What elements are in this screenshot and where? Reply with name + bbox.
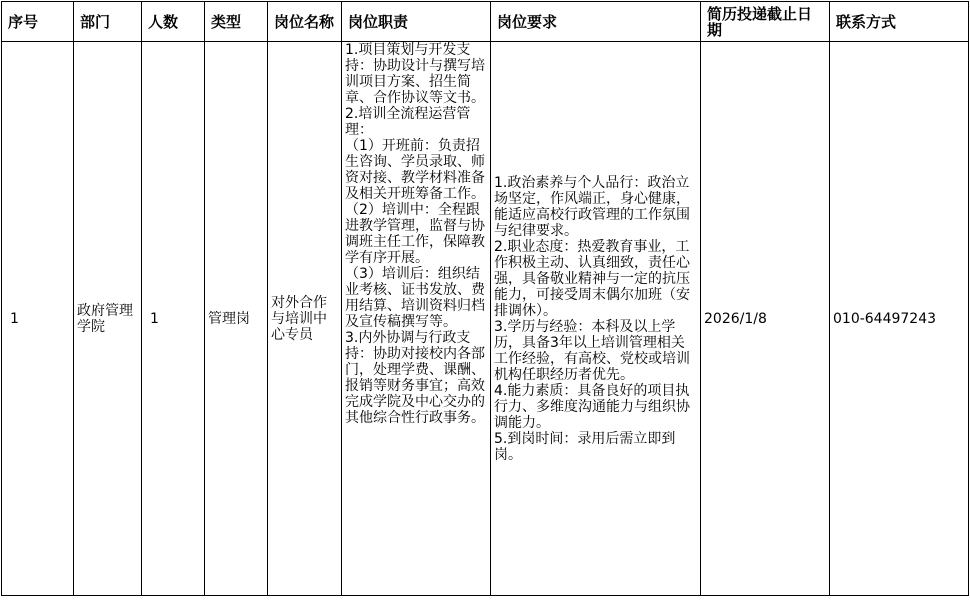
header-type: 类型 xyxy=(205,2,268,42)
requirement-item: 3.学历与经验：本科及以上学历，具备3年以上培训管理相关工作经验，有高校、党校或培训机构任职经历者优先。 xyxy=(494,318,690,383)
job-posting-table xyxy=(1,1,969,596)
duty-item: 3.内外协调与行政支持：协助对接校内各部门，处理学费、课酬、报销等财务事宜；高效完成学院及中心交办的其他综合性行政事务。 xyxy=(345,330,485,426)
requirement-item: 4.能力素质：具备良好的项目执行力、多维度沟通能力与组织协调能力。 xyxy=(494,382,690,431)
row-duties xyxy=(342,42,491,596)
table-row xyxy=(2,42,969,596)
row-position-name: 对外合作与培训中心专员 xyxy=(268,42,342,596)
header-row xyxy=(2,2,969,42)
requirement-item: 5.到岗时间：录用后需立即到岗。 xyxy=(494,430,676,463)
requirement-item: 1.政治素养与个人品行：政治立场坚定，作风端正，身心健康，能适应高校行政管理的工作氛围与纪律要求。 xyxy=(494,174,690,239)
duty-item: 1.项目策划与开发支持：协助设计与撰写培训项目方案、招生简章、合作协议等文书。 xyxy=(345,42,485,106)
row-index: 1 xyxy=(2,42,74,596)
header-requirements: 岗位要求 xyxy=(491,2,701,42)
duty-item: 2.培训全流程运营管理： xyxy=(345,106,471,138)
row-type: 管理岗 xyxy=(205,42,268,596)
row-contact: 010-64497243 xyxy=(830,42,969,596)
row-department: 政府管理学院 xyxy=(74,42,142,596)
header-department: 部门 xyxy=(74,2,142,42)
header-deadline: 简历投递截止日期 xyxy=(701,2,830,42)
header-position-name: 岗位名称 xyxy=(268,2,342,42)
row-deadline: 2026/1/8 xyxy=(701,42,830,596)
header-index: 序号 xyxy=(2,2,74,42)
header-duties: 岗位职责 xyxy=(342,2,491,42)
requirement-item: 2.职业态度：热爱教育事业，工作积极主动、认真细致，责任心强，具备敬业精神与一定的抗压能力，可接受周末偶尔加班（安排调休）。 xyxy=(494,238,690,319)
duty-item: （2）培训中：全程跟进教学管理，监督与协调班主任工作，保障教学有序开展。 xyxy=(345,202,485,266)
row-count: 1 xyxy=(142,42,205,596)
header-count: 人数 xyxy=(142,2,205,42)
row-requirements xyxy=(491,42,701,596)
duty-item: （1）开班前：负责招生咨询、学员录取、师资对接、教学材料准备及相关开班筹备工作。 xyxy=(345,138,485,202)
duty-item: （3）培训后：组织结业考核、证书发放、费用结算、培训资料归档及宣传稿撰写等。 xyxy=(345,266,485,330)
header-contact: 联系方式 xyxy=(830,2,969,42)
